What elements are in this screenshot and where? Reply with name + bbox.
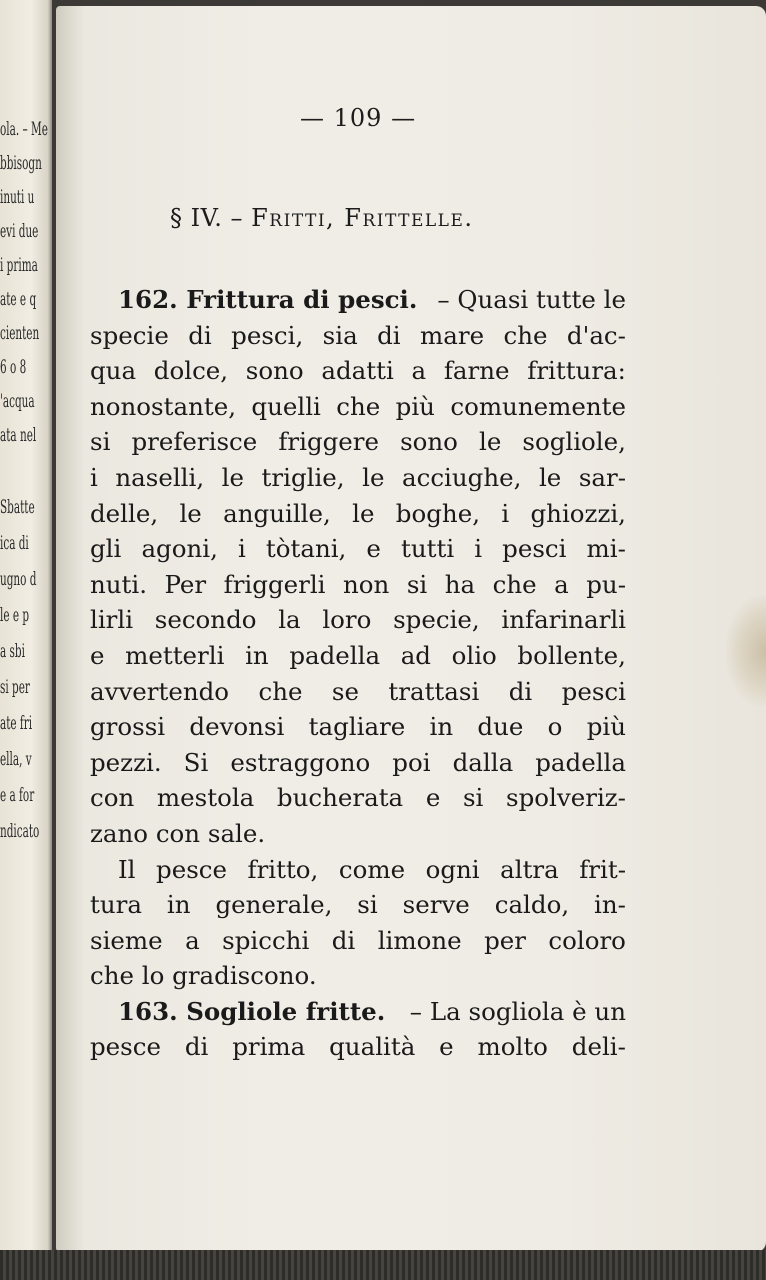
left-page-fragment: a sbi xyxy=(0,640,25,662)
text-line xyxy=(90,1029,626,1065)
word: spolveriz- xyxy=(506,783,626,813)
word: agoni, xyxy=(141,534,218,564)
word: i xyxy=(90,462,98,492)
left-page-fragment: cienten xyxy=(0,322,40,344)
word: Si xyxy=(183,747,209,777)
word: di xyxy=(188,320,212,350)
word: si xyxy=(357,890,378,920)
text-line xyxy=(90,638,626,674)
word: sieme xyxy=(90,925,163,955)
word: a xyxy=(411,356,427,386)
left-page-fragment: le e p xyxy=(0,604,30,626)
word: avvertendo xyxy=(90,676,230,706)
word: in xyxy=(429,712,454,742)
text-line xyxy=(90,780,626,816)
word: lirli xyxy=(90,605,134,635)
word: mestola xyxy=(156,783,255,813)
word: in- xyxy=(594,890,626,920)
left-page-fragment: Sbatte xyxy=(0,496,35,518)
word: Il xyxy=(118,854,136,884)
word: friggere xyxy=(278,427,380,457)
word: qua xyxy=(90,356,137,386)
word: se xyxy=(331,676,359,706)
word: caldo, xyxy=(494,890,570,920)
word: deli- xyxy=(571,1032,626,1062)
left-page-fragment: ella, v xyxy=(0,748,32,770)
text-line xyxy=(90,709,626,745)
word: sono xyxy=(400,427,458,457)
word: tura xyxy=(90,890,142,920)
word: sia xyxy=(322,320,358,350)
word: estraggono xyxy=(230,747,371,777)
word: tutti xyxy=(401,534,455,564)
word: metterli xyxy=(125,640,225,670)
word: preferisce xyxy=(131,427,258,457)
text-line xyxy=(90,460,626,496)
text-line xyxy=(90,887,626,923)
left-page-fragment: bbisogn xyxy=(0,152,42,174)
word: pu- xyxy=(586,569,626,599)
word: grossi xyxy=(90,712,166,742)
left-page-fragment: inuti u xyxy=(0,186,35,208)
word: sogliole, xyxy=(522,427,626,457)
word: friggerli xyxy=(223,569,326,599)
word: nonostante, xyxy=(90,391,236,421)
word: limone xyxy=(377,925,462,955)
word: ha xyxy=(444,569,476,599)
text-line xyxy=(90,923,626,959)
word: i xyxy=(474,534,483,564)
word: ogni xyxy=(425,854,480,884)
word: boghe, xyxy=(395,498,480,528)
word: o xyxy=(547,712,563,742)
word: qualità xyxy=(329,1032,416,1062)
word: padella xyxy=(535,747,626,777)
word: e xyxy=(439,1032,454,1062)
left-page-fragment: 'acqua xyxy=(0,390,35,412)
word: padella xyxy=(289,640,381,670)
word: delle, xyxy=(90,498,159,528)
word: con xyxy=(90,783,135,813)
word: tagliare xyxy=(308,712,406,742)
word: che xyxy=(503,320,548,350)
word: a xyxy=(185,925,200,955)
word: si xyxy=(462,783,484,813)
line-text: zano con sale. xyxy=(90,818,266,848)
word: naselli, xyxy=(115,462,205,492)
word: sono xyxy=(245,356,304,386)
word: e xyxy=(366,534,381,564)
left-page-fragment: ate e q xyxy=(0,288,37,310)
word: le xyxy=(538,462,562,492)
word: prima xyxy=(232,1032,306,1062)
text-line xyxy=(90,318,626,354)
text-line xyxy=(90,424,626,460)
left-page-fragment: ate fri xyxy=(0,712,33,734)
line-text: che lo gradiscono. xyxy=(90,961,317,991)
left-page-fragment: ata nel xyxy=(0,424,37,446)
word: e xyxy=(90,640,105,670)
word: olio xyxy=(451,640,497,670)
word: pesci, xyxy=(231,320,304,350)
word: tòtani, xyxy=(265,534,347,564)
paper-stain xyxy=(726,596,766,706)
word: infarinarli xyxy=(501,605,626,635)
word: le xyxy=(179,498,202,528)
word: come xyxy=(338,854,406,884)
word: d'ac- xyxy=(566,320,626,350)
word: pesci xyxy=(502,534,567,564)
page-number: — 109 — xyxy=(300,104,417,132)
word: bollente, xyxy=(517,640,626,670)
word: frit- xyxy=(579,854,626,884)
word: due xyxy=(477,712,524,742)
text-line xyxy=(90,602,626,638)
left-page-fragment: ica di xyxy=(0,532,29,554)
word: trattasi xyxy=(388,676,480,706)
line-text: – Quasi tutte le xyxy=(429,285,626,314)
word: pesce xyxy=(156,854,227,884)
left-page-fragment: 6 o 8 xyxy=(0,356,27,378)
word: dolce, xyxy=(153,356,229,386)
word: i xyxy=(237,534,246,564)
text-line xyxy=(90,389,626,425)
word: di xyxy=(377,320,401,350)
recipe-title: 162. Frittura di pesci. xyxy=(118,285,418,314)
word: di xyxy=(184,1032,209,1062)
word: in xyxy=(245,640,269,670)
word: adatti xyxy=(321,356,394,386)
left-page-fragment: evi due xyxy=(0,220,39,242)
word: coloro xyxy=(548,925,626,955)
word: pesce xyxy=(90,1032,161,1062)
word: di xyxy=(508,676,533,706)
word: sar- xyxy=(578,462,626,492)
word: per xyxy=(484,925,526,955)
word: comunemente xyxy=(450,391,626,421)
word: serve xyxy=(402,890,470,920)
word: loro xyxy=(322,605,372,635)
word: bucherata xyxy=(276,783,404,813)
word: devonsi xyxy=(189,712,285,742)
word: a xyxy=(554,569,569,599)
word: si xyxy=(90,427,111,457)
word: le xyxy=(352,498,375,528)
word: farne xyxy=(443,356,510,386)
text-line xyxy=(90,745,626,781)
text-line xyxy=(90,531,626,567)
word: mi- xyxy=(586,534,626,564)
word: specie xyxy=(90,320,169,350)
word: quelli xyxy=(251,391,321,421)
section-heading xyxy=(170,204,473,232)
word: i xyxy=(501,498,510,528)
left-page-fragment: ola. – Me xyxy=(0,118,48,140)
left-page-fragment: ndicato xyxy=(0,820,40,842)
text-line xyxy=(90,994,626,1030)
text-line xyxy=(90,282,626,318)
recipe-title: 163. Sogliole fritte. xyxy=(118,996,386,1026)
word: la xyxy=(278,605,301,635)
text-line xyxy=(90,496,626,532)
word: acciughe, xyxy=(402,462,522,492)
word: spicchi xyxy=(222,925,310,955)
word: si xyxy=(406,569,428,599)
word: che xyxy=(492,569,537,599)
word: specie, xyxy=(393,605,480,635)
word: dalla xyxy=(452,747,514,777)
word: pesci xyxy=(561,676,626,706)
body-text xyxy=(90,282,626,1065)
word: pezzi. xyxy=(90,747,162,777)
text-line xyxy=(90,852,626,888)
word: Per xyxy=(164,569,207,599)
word: in xyxy=(166,890,191,920)
word: mare xyxy=(420,320,485,350)
line-text: – La sogliola è un xyxy=(402,996,626,1026)
section-title: Fritti, Frittelle. xyxy=(251,204,474,232)
word: più xyxy=(586,712,626,742)
text-line xyxy=(90,958,626,994)
word: triglie, xyxy=(261,462,345,492)
word: fritto, xyxy=(247,854,319,884)
word: ghiozzi, xyxy=(530,498,626,528)
book-binding xyxy=(0,1250,766,1280)
word: altra xyxy=(500,854,559,884)
word: frittura: xyxy=(527,356,626,386)
word: che xyxy=(336,391,381,421)
section-number: § IV. – xyxy=(170,204,244,232)
word: nuti. xyxy=(90,569,148,599)
text-line xyxy=(90,567,626,603)
word: poi xyxy=(392,747,431,777)
word: ad xyxy=(400,640,431,670)
left-page-fragment: i prima xyxy=(0,254,38,276)
left-page-fragment: e a for xyxy=(0,784,35,806)
word: che xyxy=(258,676,303,706)
word: di xyxy=(331,925,356,955)
text-line xyxy=(90,674,626,710)
text-line xyxy=(90,353,626,389)
word: generale, xyxy=(215,890,333,920)
word: non xyxy=(343,569,390,599)
left-page-edge xyxy=(0,0,52,1262)
word: e xyxy=(425,783,441,813)
word: anguille, xyxy=(223,498,331,528)
left-page-fragment: si per xyxy=(0,676,30,698)
word: le xyxy=(362,462,385,492)
word: gli xyxy=(90,534,122,564)
word: più xyxy=(395,391,435,421)
text-line xyxy=(90,816,626,852)
word: secondo xyxy=(154,605,257,635)
word: le xyxy=(478,427,502,457)
word: molto xyxy=(477,1032,548,1062)
left-page-fragment: ugno d xyxy=(0,568,37,590)
word: le xyxy=(221,462,245,492)
